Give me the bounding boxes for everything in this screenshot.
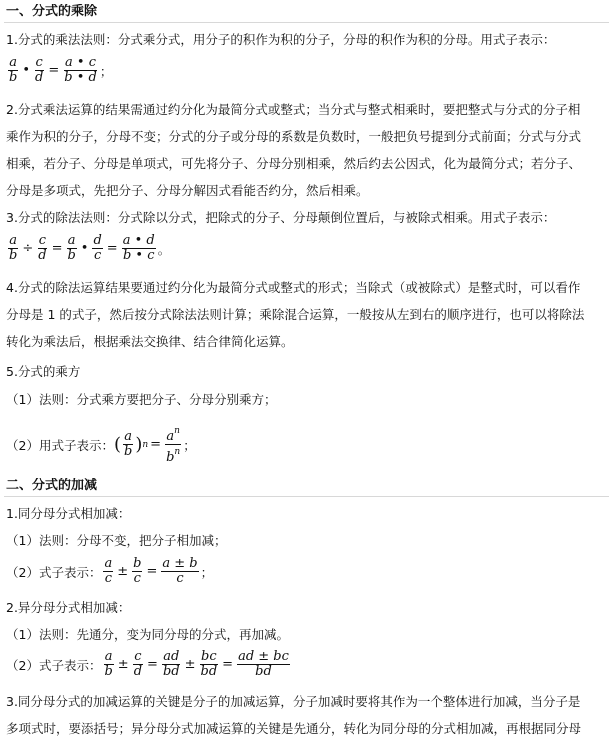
paragraph-5-heading: 5.分式的乘方 bbox=[6, 364, 81, 379]
section-divider bbox=[4, 22, 609, 23]
paragraph-5-rule: （1）法则：分式乘方要把分子、分母分别乘方； bbox=[6, 392, 277, 407]
formula-multiplication: $\frac{a}{b}$ • $\frac{c}{d}$ = $\frac{a • c}{b • d}$ ； bbox=[9, 55, 113, 85]
paragraph-2-line-3: 相乘，若分子、分母是单项式，可先将分子、分母分别相乘，然后约去公因式，化为最简分式；若分子、 bbox=[6, 156, 582, 171]
subsection-different-denominator: 2.异分母分式相加减： bbox=[6, 600, 131, 615]
paragraph-1: 1.分式的乘法法则：分式乘分式，用分子的积作为积的分子，分母的积作为积的分母。用式子表示： bbox=[6, 32, 556, 47]
paragraph-3-line-1: 3.同分母分式的加减运算的关键是分子的加减运算，分子加减时要将其作为一个整体进行加减，当分子是 bbox=[6, 694, 581, 709]
section-title-multiply-divide: 一、分式的乘除 bbox=[6, 4, 98, 19]
formula-different-denominator: （2）式子表示： $\frac{a}{b}$ ± $\frac{c}{d}$ = $\frac{ad}{bd}$ ± $\frac{bc}{bd}$ = $\frac{ad \pm bc}{bd}$ bbox=[6, 649, 289, 679]
formula-power: （2）用式子表示： ( $\frac{a}{b}$ ) n = $\frac{a^n}{b^n}$ ； bbox=[6, 426, 196, 465]
paragraph-3-line-2: 多项式时，要添括号；异分母分式加减运算的关键是先通分，转化为同分母的分式相加减，再根据同分母 bbox=[6, 721, 582, 736]
section-divider bbox=[4, 496, 609, 497]
fraction-a-over-b: $\frac{a}{b}$ bbox=[9, 55, 18, 85]
paragraph-2-line-4: 分母是多项式，先把分子、分母分解因式看能否约分，然后相乘。 bbox=[6, 183, 369, 198]
subsection-same-denominator: 1.同分母分式相加减： bbox=[6, 506, 131, 521]
section-title-add-subtract: 二、分式的加减 bbox=[6, 478, 98, 493]
paragraph-4-line-2: 分母是 1 的式子，然后按分式除法法则计算；乘除混合运算，一般按从左到右的顺序进行，也可以将除法 bbox=[6, 307, 585, 322]
fraction-result: $\frac{a • c}{b • d}$ bbox=[64, 55, 97, 85]
paragraph-3: 3.分式的除法法则：分式除以分式，把除式的分子、分母颠倒位置后，与被除式相乘。用式子表示： bbox=[6, 210, 556, 225]
fraction-c-over-d: $\frac{c}{d}$ bbox=[35, 55, 44, 85]
formula-division: $\frac{a}{b}$ ÷ $\frac{c}{d}$ = $\frac{a}{b}$ • $\frac{d}{c}$ = $\frac{a • d}{b • c}$ 。 bbox=[9, 233, 171, 263]
formula-same-denominator: （2）式子表示： $\frac{a}{c}$ ± $\frac{b}{c}$ = $\frac{a \pm b}{c}$ ； bbox=[6, 556, 214, 586]
paragraph-2-line-1: 2.分式乘法运算的结果需通过约分化为最简分式或整式；当分式与整式相乘时，要把整式与分式的分子相 bbox=[6, 102, 581, 117]
different-denominator-rule: （1）法则：先通分，变为同分母的分式，再加减。 bbox=[6, 627, 289, 642]
same-denominator-rule: （1）法则：分母不变，把分子相加减； bbox=[6, 533, 227, 548]
paragraph-4-line-3: 转化为乘法后，根据乘法交换律、结合律简化运算。 bbox=[6, 334, 294, 349]
paragraph-2-line-2: 乘作为积的分子，分母不变；分式的分子或分母的系数是负数时，一般把负号提到分式前面；分式与分式 bbox=[6, 129, 582, 144]
paragraph-4-line-1: 4.分式的除法运算结果要通过约分化为最简分式或整式的形式；当除式（或被除式）是整式时，可以看作 bbox=[6, 280, 581, 295]
